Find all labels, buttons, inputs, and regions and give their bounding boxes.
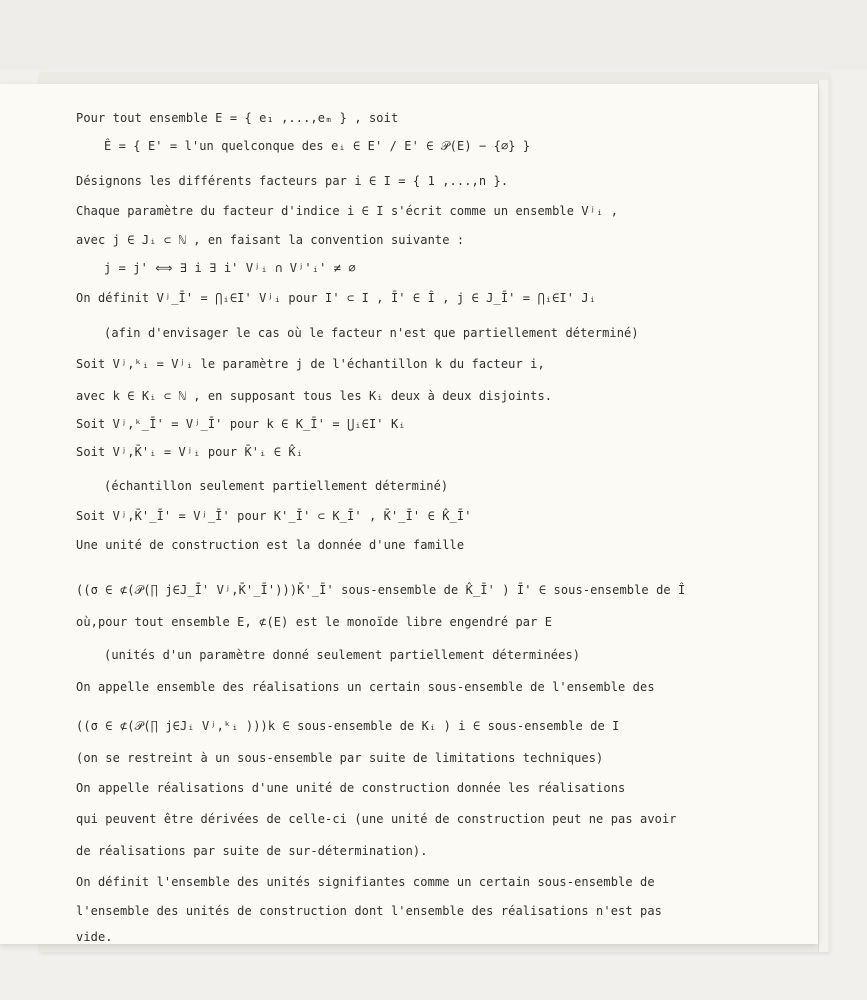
text-line: l'ensemble des unités de construction dont l'ensemble des réalisations n'est pas	[76, 904, 662, 918]
text-line: On appelle ensemble des réalisations un certain sous-ensemble de l'ensemble des	[76, 680, 655, 694]
text-line: qui peuvent être dérivées de celle-ci (une unité de construction peut ne pas avoir	[76, 812, 677, 826]
text-line: ((σ ∈ ⊄(𝒫(∏ j∈Jᵢ Vʲ,ᵏᵢ )))k ∈ sous-ensemble de Kᵢ ) i ∈ sous-ensemble de I	[76, 719, 620, 733]
text-line: avec k ∈ Kᵢ ⊂ ℕ , en supposant tous les Kᵢ deux à deux disjoints.	[76, 389, 553, 403]
text-line: Désignons les différents facteurs par i ∈ I = { 1 ,...,n }.	[76, 174, 509, 188]
page-edge	[818, 80, 828, 952]
text-line: Chaque paramètre du facteur d'indice i ∈ I s'écrit comme un ensemble Vʲᵢ ,	[76, 204, 619, 218]
text-line: j = j' ⟺ ∃ i ∃ i' Vʲᵢ ∩ Vʲ'ᵢ' ≠ ∅	[104, 261, 356, 275]
text-line: (afin d'envisager le cas où le facteur n'est que partiellement déterminé)	[104, 326, 639, 340]
text-line: Une unité de construction est la donnée d'une famille	[76, 538, 465, 552]
text-line: Soit Vʲ,ᵏᵢ = Vʲᵢ le paramètre j de l'échantillon k du facteur i,	[76, 357, 545, 371]
text-line: avec j ∈ Jᵢ ⊂ ℕ , en faisant la convention suivante :	[76, 233, 465, 247]
background	[0, 0, 867, 70]
text-line: On définit Vʲ_Ī' = ⋂ᵢ∈I' Vʲᵢ pour I' ⊂ I , Ī' ∈ Î , j ∈ J_Ī' = ⋂ᵢ∈I' Jᵢ	[76, 291, 597, 305]
text-line: où,pour tout ensemble E, ⊄(E) est le monoïde libre engendré par E	[76, 615, 553, 629]
text-line: (échantillon seulement partiellement déterminé)	[104, 479, 449, 493]
text-line: (on se restreint à un sous-ensemble par suite de limitations techniques)	[76, 751, 604, 765]
text-line: Ê = { E' = l'un quelconque des eᵢ ∈ E' / E' ∈ 𝒫(E) − {∅} }	[104, 139, 531, 153]
text-line: Soit Vʲ,K̄'_Ī' = Vʲ_Ī' pour K'_Ī' ⊂ K_Ī' , K̄'_Ī' ∈ K̂_Ī'	[76, 509, 472, 523]
text-line: On définit l'ensemble des unités signifiantes comme un certain sous-ensemble de	[76, 875, 655, 889]
text-line: (unités d'un paramètre donné seulement partiellement déterminées)	[104, 648, 581, 662]
text-line: de réalisations par suite de sur-détermination).	[76, 844, 428, 858]
text-line: Soit Vʲ,ᵏ_Ī' = Vʲ_Ī' pour k ∈ K_Ī' = ⋃ᵢ∈I' Kᵢ	[76, 417, 406, 431]
typewritten-page	[0, 84, 818, 944]
text-line: Pour tout ensemble E = { e₁ ,...,eₘ } , soit	[76, 111, 399, 125]
text-line: Soit Vʲ,K̄'ᵢ = Vʲᵢ pour K̄'ᵢ ∈ K̂ᵢ	[76, 445, 304, 459]
text-line: vide.	[76, 930, 113, 944]
text-line: ((σ ∈ ⊄(𝒫(∏ j∈J_Ī' Vʲ,K̄'_Ī')))K̄'_Ī' sous-ensemble de K̂_Ī' ) Ī' ∈ sous-ensemble de Î	[76, 583, 686, 597]
text-line: On appelle réalisations d'une unité de construction donnée les réalisations	[76, 781, 626, 795]
